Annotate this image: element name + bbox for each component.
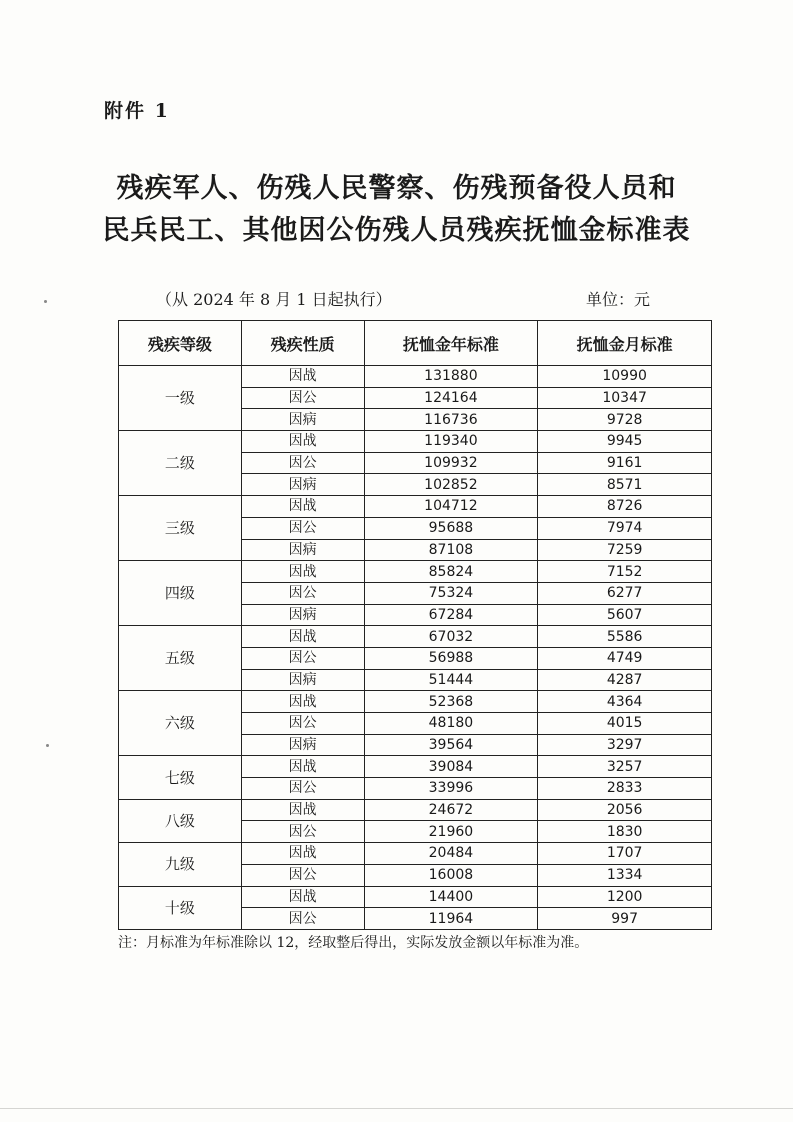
monthly-standard-cell: 9161: [538, 452, 712, 474]
monthly-standard-cell: 7974: [538, 517, 712, 539]
disability-nature-cell: 因病: [241, 409, 364, 431]
monthly-standard-cell: 4364: [538, 691, 712, 713]
title-line-2: 民兵民工、其他因公伤残人员残疾抚恤金标准表: [102, 215, 691, 246]
disability-nature-cell: 因公: [241, 387, 364, 409]
monthly-standard-cell: 7152: [538, 561, 712, 583]
annual-standard-cell: 39084: [364, 756, 538, 778]
table-row: [119, 691, 712, 713]
table-body: [119, 366, 712, 930]
disability-nature-cell: 因战: [241, 561, 364, 583]
disability-nature-cell: 因战: [241, 366, 364, 388]
annual-standard-cell: 75324: [364, 582, 538, 604]
monthly-standard-cell: 8571: [538, 474, 712, 496]
monthly-standard-cell: 2833: [538, 778, 712, 800]
disability-level-cell: 八级: [119, 799, 242, 842]
unit-label: 单位：元: [585, 290, 650, 309]
disability-nature-cell: 因战: [241, 886, 364, 908]
disability-level-cell: 六级: [119, 691, 242, 756]
annual-standard-cell: 21960: [364, 821, 538, 843]
table-row: [119, 431, 712, 453]
monthly-standard-cell: 10990: [538, 366, 712, 388]
scan-speck: [44, 300, 47, 303]
table-row: [119, 799, 712, 821]
header-disability-nature: 残疾性质: [241, 321, 364, 366]
disability-level-cell: 九级: [119, 843, 242, 886]
table-row: [119, 366, 712, 388]
scan-speck: [46, 744, 49, 747]
annual-standard-cell: 116736: [364, 409, 538, 431]
disability-nature-cell: 因战: [241, 431, 364, 453]
table-header-row: [119, 321, 712, 366]
monthly-standard-cell: 5586: [538, 626, 712, 648]
annual-standard-cell: 124164: [364, 387, 538, 409]
annual-standard-cell: 14400: [364, 886, 538, 908]
effective-date: （从 2024 年 8 月 1 日起执行）: [156, 290, 392, 309]
annual-standard-cell: 102852: [364, 474, 538, 496]
monthly-standard-cell: 8726: [538, 496, 712, 518]
disability-nature-cell: 因病: [241, 539, 364, 561]
table-row: [119, 756, 712, 778]
monthly-standard-cell: 4287: [538, 669, 712, 691]
monthly-standard-cell: 2056: [538, 799, 712, 821]
table-row: [119, 886, 712, 908]
disability-nature-cell: 因战: [241, 756, 364, 778]
table-caption-row: [118, 287, 712, 311]
annual-standard-cell: 67284: [364, 604, 538, 626]
disability-nature-cell: 因公: [241, 778, 364, 800]
annual-standard-cell: 87108: [364, 539, 538, 561]
annual-standard-cell: 33996: [364, 778, 538, 800]
header-monthly-standard: 抚恤金月标准: [538, 321, 712, 366]
disability-nature-cell: 因战: [241, 496, 364, 518]
disability-nature-cell: 因战: [241, 691, 364, 713]
monthly-standard-cell: 9945: [538, 431, 712, 453]
disability-level-cell: 五级: [119, 626, 242, 691]
monthly-standard-cell: 4015: [538, 713, 712, 735]
annual-standard-cell: 20484: [364, 843, 538, 865]
header-disability-level: 残疾等级: [119, 321, 242, 366]
monthly-standard-cell: 1830: [538, 821, 712, 843]
annual-standard-cell: 16008: [364, 864, 538, 886]
monthly-standard-cell: 997: [538, 908, 712, 930]
monthly-standard-cell: 6277: [538, 582, 712, 604]
disability-nature-cell: 因公: [241, 582, 364, 604]
annual-standard-cell: 48180: [364, 713, 538, 735]
disability-nature-cell: 因公: [241, 821, 364, 843]
annual-standard-cell: 39564: [364, 734, 538, 756]
disability-level-cell: 七级: [119, 756, 242, 799]
monthly-standard-cell: 7259: [538, 539, 712, 561]
annual-standard-cell: 119340: [364, 431, 538, 453]
disability-nature-cell: 因战: [241, 626, 364, 648]
disability-nature-cell: 因病: [241, 474, 364, 496]
disability-nature-cell: 因战: [241, 843, 364, 865]
disability-nature-cell: 因病: [241, 669, 364, 691]
disability-level-cell: 四级: [119, 561, 242, 626]
document-title: [0, 168, 793, 252]
disability-level-cell: 三级: [119, 496, 242, 561]
annual-standard-cell: 85824: [364, 561, 538, 583]
annual-standard-cell: 24672: [364, 799, 538, 821]
page-bottom-edge: [0, 1108, 793, 1109]
title-line-1: 残疾军人、伤残人民警察、伤残预备役人员和: [116, 173, 677, 204]
disability-nature-cell: 因公: [241, 517, 364, 539]
table-row: [119, 496, 712, 518]
annual-standard-cell: 131880: [364, 366, 538, 388]
disability-nature-cell: 因公: [241, 864, 364, 886]
annual-standard-cell: 109932: [364, 452, 538, 474]
disability-nature-cell: 因公: [241, 647, 364, 669]
disability-nature-cell: 因病: [241, 604, 364, 626]
table-row: [119, 626, 712, 648]
disability-nature-cell: 因公: [241, 713, 364, 735]
annual-standard-cell: 104712: [364, 496, 538, 518]
annual-standard-cell: 56988: [364, 647, 538, 669]
disability-level-cell: 一级: [119, 366, 242, 431]
attachment-label: 附件 1: [104, 100, 170, 122]
annual-standard-cell: 11964: [364, 908, 538, 930]
monthly-standard-cell: 4749: [538, 647, 712, 669]
annual-standard-cell: 67032: [364, 626, 538, 648]
monthly-standard-cell: 10347: [538, 387, 712, 409]
monthly-standard-cell: 9728: [538, 409, 712, 431]
annual-standard-cell: 95688: [364, 517, 538, 539]
monthly-standard-cell: 1334: [538, 864, 712, 886]
monthly-standard-cell: 1707: [538, 843, 712, 865]
footnote: 注：月标准为年标准除以 12，经取整后得出，实际发放金额以年标准为准。: [118, 935, 589, 951]
disability-level-cell: 二级: [119, 431, 242, 496]
table-row: [119, 843, 712, 865]
annual-standard-cell: 52368: [364, 691, 538, 713]
table-row: [119, 561, 712, 583]
disability-nature-cell: 因公: [241, 452, 364, 474]
monthly-standard-cell: 5607: [538, 604, 712, 626]
monthly-standard-cell: 3297: [538, 734, 712, 756]
disability-nature-cell: 因病: [241, 734, 364, 756]
disability-nature-cell: 因战: [241, 799, 364, 821]
monthly-standard-cell: 1200: [538, 886, 712, 908]
annual-standard-cell: 51444: [364, 669, 538, 691]
disability-nature-cell: 因公: [241, 908, 364, 930]
disability-level-cell: 十级: [119, 886, 242, 929]
monthly-standard-cell: 3257: [538, 756, 712, 778]
header-annual-standard: 抚恤金年标准: [364, 321, 538, 366]
pension-standard-table: [118, 320, 712, 930]
